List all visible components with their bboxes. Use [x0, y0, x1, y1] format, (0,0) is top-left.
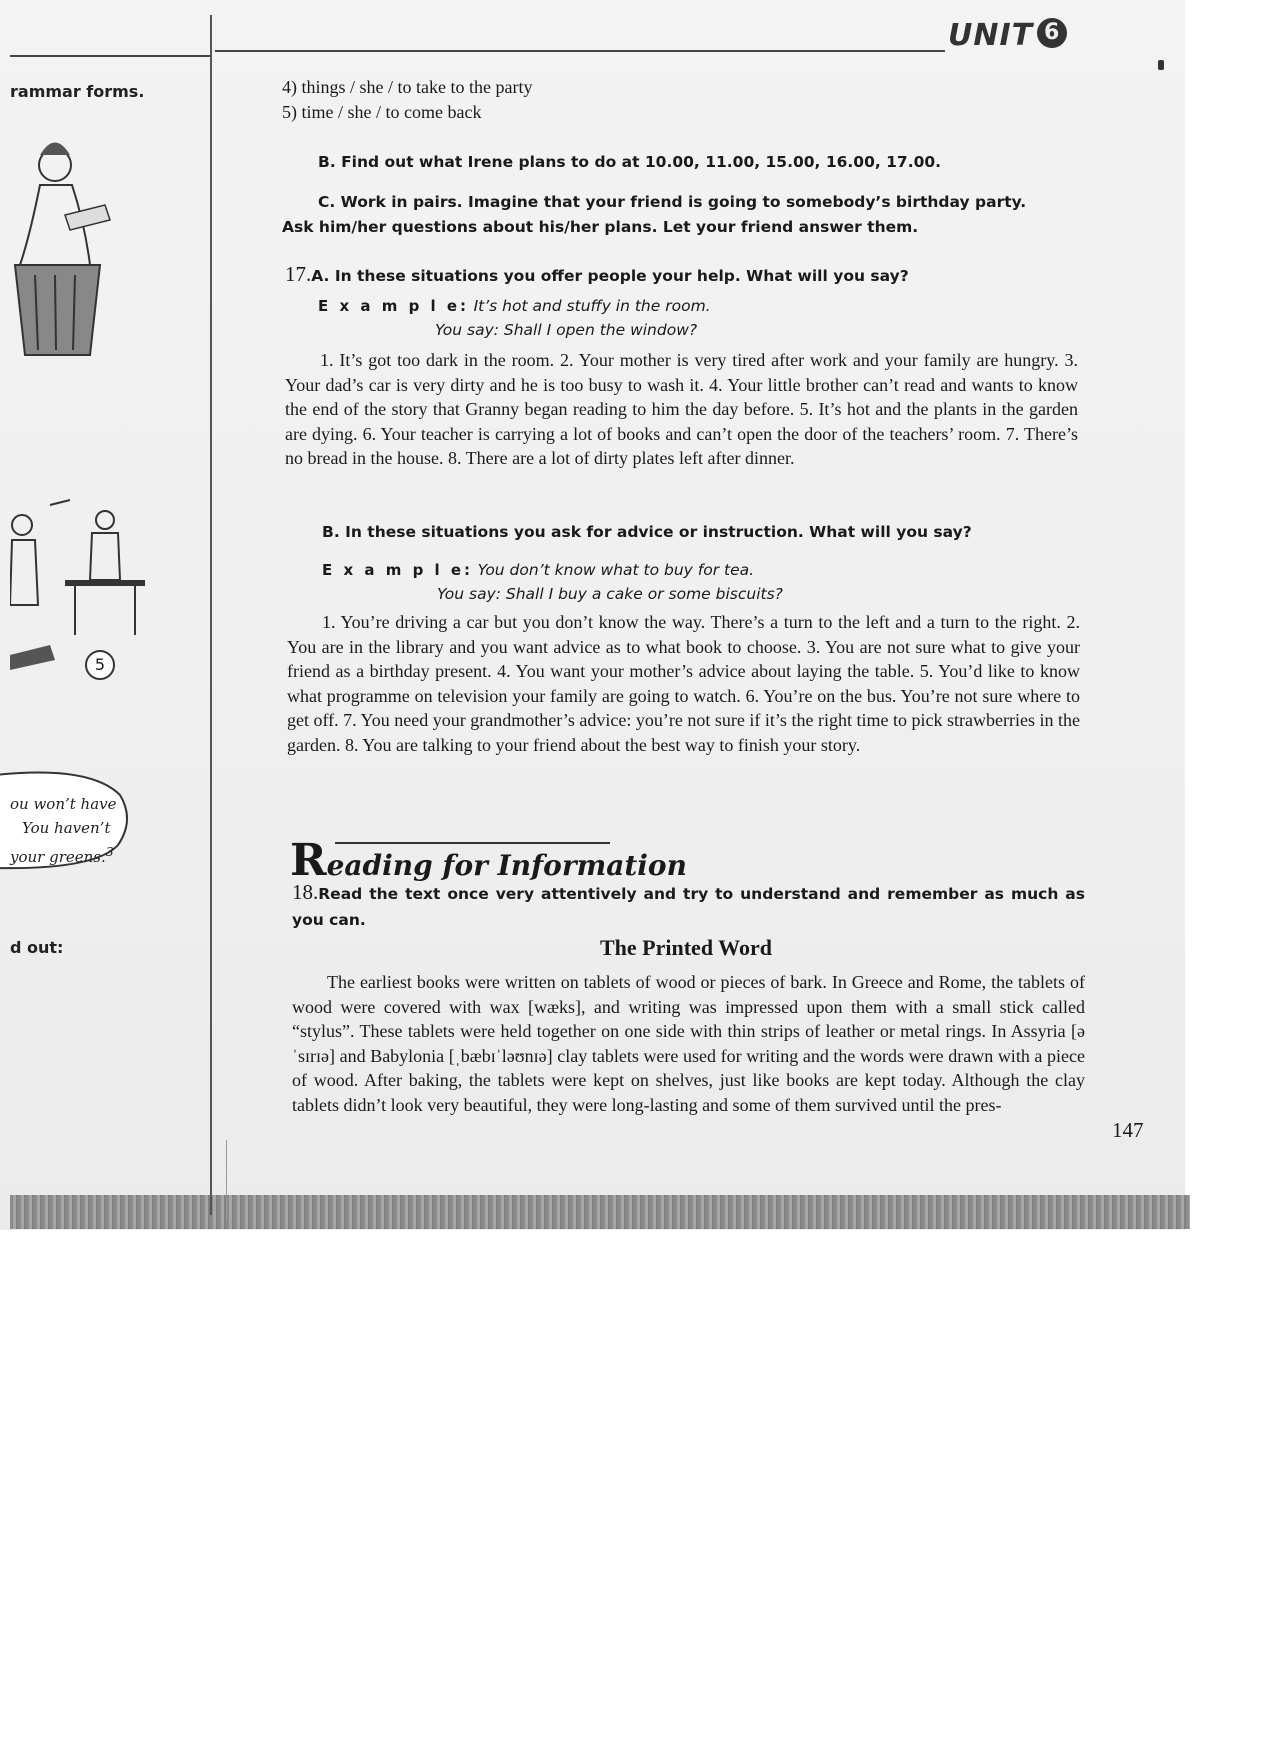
- section-title-text: eading for Information: [326, 849, 687, 882]
- example-b-answer: You say: Shall I buy a cake or some biscuits?: [437, 585, 783, 603]
- book-spine-line: [210, 15, 212, 1215]
- example-text: It’s hot and stuffy in the room.: [473, 297, 711, 315]
- left-grammar-label: rammar forms.: [10, 82, 145, 101]
- header-rule-right: [215, 50, 945, 52]
- section-title-reading: [290, 835, 687, 886]
- exercise-18-task: [292, 880, 1085, 933]
- exercise-17-task-b: B. In these situations you ask for advice or instruction. What will you say?: [322, 523, 972, 541]
- exercise-17-task-a: [285, 262, 909, 289]
- reading-text: The earliest books were written on tablets of wood or pieces of bark. In Greece and Rome, the tablets of wood were covered with wax [wæks], and writing was impressed upon them with a small stick called “stylus”. These tablets were held together on one side with thin strips of leather or metal rings. In Assyria [əˈsɪrɪə] and Babylonia [ˌbæbɪˈləʊnɪə] clay tablets were used for writing and the words were drawn with a piece of wood. After baking, the tablets were kept on shelves, just like books are kept today. Although the clay tablets didn’t look very beautiful, they were long-lasting and some of them survived until the pres-: [292, 972, 1085, 1115]
- scan-mark: [1158, 60, 1164, 70]
- illustration-woman-reading: [10, 125, 115, 355]
- text-title: The Printed Word: [600, 935, 772, 960]
- list-item-5: 5) time / she / to come back: [282, 102, 482, 122]
- exercise-17-example: [318, 293, 711, 319]
- unit-number: 6: [1037, 18, 1067, 48]
- exercise-16-task-c-line-2: Ask him/her questions about his/her plans. Let your friend answer them.: [282, 218, 919, 236]
- bubble-line-3: your greens.: [10, 848, 106, 866]
- example-b-label: E x a m p l e:: [322, 561, 474, 579]
- section-title-cap: R: [290, 835, 327, 886]
- exercise-16-task-b: B. Find out what Irene plans to do at 10.00, 11.00, 15.00, 16.00, 17.00.: [318, 153, 942, 171]
- badge-number: 5: [85, 650, 115, 680]
- exercise-17-task-a-text: A. In these situations you offer people your help. What will you say?: [311, 267, 909, 285]
- bubble-footnote: 3: [105, 844, 114, 859]
- example-label: E x a m p l e:: [318, 297, 470, 315]
- bubble-line-1: ou won’t have: [10, 795, 117, 813]
- bubble-line-2: You haven’t: [22, 819, 111, 837]
- exercise-17-example-b: [322, 557, 754, 583]
- exercise-17-advice-situations: 1. You’re driving a car but you don’t know the way. There’s a turn to the left and a turn to the right. 2. You are in the library and you want advice as to what book to choose. 3. You are not sure what to give your friend as a birthday present. 4. You want your mother’s advice about laying the table. 5. You’d like to know what programme on television your family are going to watch. 6. You’re on the bus. You’re not sure where to get off. 7. You need your grandmother’s advice: you’re not sure if it’s the right time to pick strawberries in the garden. 8. You are talking to your friend about the best way to finish your story.: [287, 612, 1080, 755]
- exercise-18-number: 18.: [292, 880, 319, 904]
- scan-edge-band: [10, 1195, 1190, 1229]
- speech-bubble: [0, 770, 130, 870]
- page-number: 147: [1112, 1118, 1144, 1142]
- exercise-17-number: 17.: [285, 262, 312, 286]
- example-b-text: You don’t know what to buy for tea.: [477, 561, 755, 579]
- exercise-16-task-c-line-1: C. Work in pairs. Imagine that your friend is going to somebody’s birthday party.: [318, 193, 1027, 211]
- header-rule-left: [10, 55, 210, 57]
- book-spine-shadow: [226, 1140, 227, 1220]
- exercise-18-task-text: Read the text once very attentively and try to understand and remember as much as you can.: [292, 885, 1085, 929]
- left-find-out-label: d out:: [10, 938, 64, 957]
- list-item-4: 4) things / she / to take to the party: [282, 77, 533, 97]
- unit-label: UNIT: [948, 18, 1034, 53]
- example-answer: You say: Shall I open the window?: [435, 321, 698, 339]
- unit-heading: [948, 18, 1067, 53]
- exercise-17-situations: 1. It’s got too dark in the room. 2. Your mother is very tired after work and your family are hungry. 3. Your dad’s car is very dirty and he is too busy to wash it. 4. Your little brother can’t read and wants to know the end of the story that Granny began reading to him the day before. 5. It’s hot and the plants in the garden are dying. 6. Your teacher is carrying a lot of books and can’t open the door of the teachers’ room. 7. There’s no bread in the house. 8. There are a lot of dirty plates left after dinner.: [285, 350, 1078, 468]
